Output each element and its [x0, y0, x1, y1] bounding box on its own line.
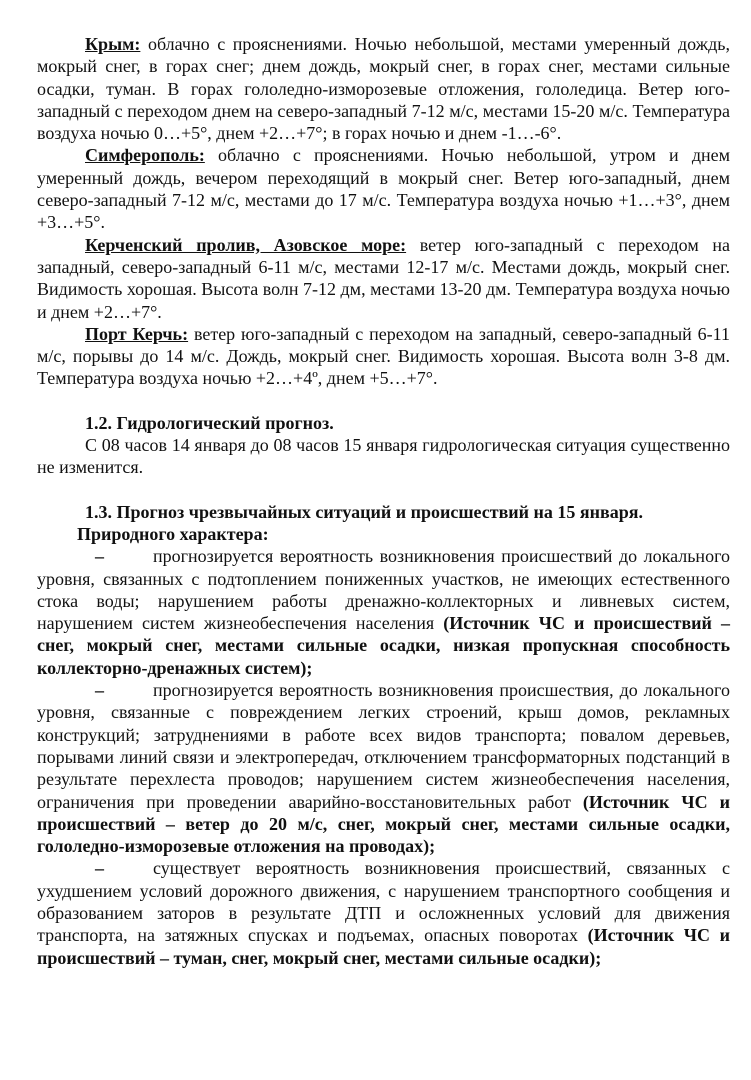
port-kerch-label: Порт Керчь:: [85, 323, 189, 344]
emergency-item-source: (Источник ЧС и происшествий – туман, снег, мокрый снег, местами сильные осадки);: [37, 925, 731, 968]
simferopol-text: облачно с прояснениями. Ночью небольшой, утром и днем умеренный дождь, вечером переходящий в мокрый снег. Ветер юго-западный, днем северо-западный 7-12 м/с, местами до 17 м/с. Температура воздуха ночью +1…+3°, днем +3…+5°.: [37, 145, 730, 233]
spacer: [37, 390, 730, 412]
crimea-label: Крым:: [85, 34, 141, 54]
port-kerch-text: ветер юго-западный с переходом на западный, северо-западный 6-11 м/с, порывы до 14 м/с. Дождь, мокрый снег. Видимость хорошая. Высота волн 3-8 дм. Температура воздуха ночью +2…+4º, днем +5…+7°.: [37, 323, 731, 389]
emergency-item-source: (Источник ЧС и происшествий – ветер до 20 м/с, снег, мокрый снег, местами сильные осадки, гололедно-изморозевые отложения на проводах);: [37, 791, 731, 857]
emergency-item: [37, 857, 730, 968]
hydro-heading: 1.2. Гидрологический прогноз.: [85, 412, 334, 433]
crimea-forecast: [37, 33, 730, 144]
emergency-heading: 1.3. Прогноз чрезвычайных ситуаций и происшествий на 15 января.: [85, 501, 643, 522]
emergency-item-source: (Источник ЧС и происшествий – снег, мокрый снег, местами сильные осадки, низкая пропускная способность коллекторно-дренажных систем);: [37, 613, 730, 678]
emergency-item-text: существует вероятность возникновения происшествий, связанных с ухудшением условий дорожного движения, с нарушением транспортного сообщения и образованием заторов в результате ДТП и осложненных условий для движения транспорта, на затяжных спусках и подъемах, опасных поворотах: [37, 858, 730, 946]
kerch-strait-forecast: [37, 234, 730, 323]
emergency-item: [37, 679, 730, 857]
dash-bullet: –: [95, 546, 104, 567]
crimea-text: облачно с прояснениями. Ночью небольшой, местами умеренный дождь, мокрый снег, в горах снег; днем дождь, мокрый снег, в горах снег, местами сильные осадки, туман. В горах гололедно-изморозевые отложения, гололедица. Ветер юго-западный с переходом днем на северо-западный 7-12 м/с, местами 15-20 м/с. Температура воздуха ночью 0…+5°, днем +2…+7°; в горах ночью и днем -1…-6°.: [37, 34, 730, 144]
simferopol-label: Симферополь:: [85, 145, 205, 166]
emergency-item-text: прогнозируется вероятность возникновения происшествия, до локального уровня, связанные с повреждением легких строений, крыш домов, рекламных конструкций; затруднениями в работе всех видов транспорта; повалом деревьев, порывами линий связи и электропередач, отключением трансформаторных подстанций в результате перехлеста проводов; нарушением систем жизнеобеспечения населения, ограничения при проведении аварийно-восстановительных работ: [37, 680, 730, 812]
emergency-item: [37, 545, 730, 679]
dash-bullet: –: [95, 680, 104, 701]
port-kerch-forecast: [37, 323, 730, 390]
hydro-text: С 08 часов 14 января до 08 часов 15 января гидрологическая ситуация существенно не изменится.: [37, 435, 730, 478]
document-page: [37, 33, 730, 969]
spacer: [37, 479, 730, 501]
emergency-subheading: Природного характера:: [77, 523, 269, 544]
kerch-strait-text: ветер юго-западный с переходом на западный, северо-западный 6-11 м/с, местами 12-17 м/с. Местами дождь, мокрый снег. Видимость хорошая. Высота волн 7-12 дм, местами 13-20 дм. Температура воздуха ночью и днем +2…+7°.: [37, 234, 730, 322]
simferopol-forecast: [37, 144, 730, 233]
emergency-item-text: прогнозируется вероятность возникновения происшествий до локального уровня, связанных с подтоплением пониженных участков, не имеющих естественного стока воды; нарушением работы дренажно-коллекторных и ливневых систем, нарушением систем жизнеобеспечения населения: [37, 546, 730, 634]
kerch-strait-label: Керченский пролив, Азовское море:: [85, 234, 407, 255]
dash-bullet: –: [95, 858, 104, 879]
